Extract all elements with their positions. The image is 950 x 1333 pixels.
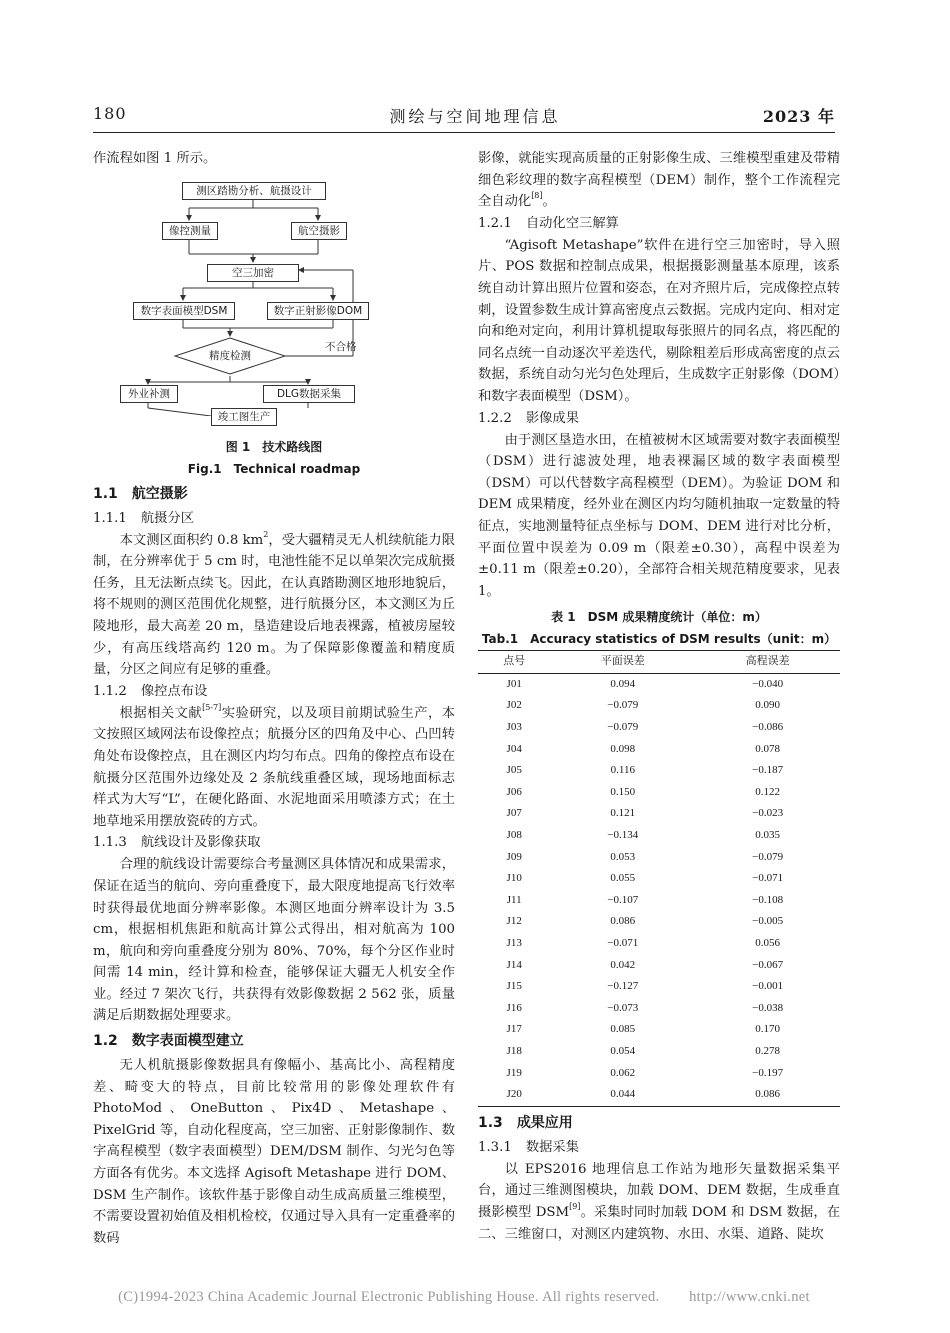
table-row <box>478 695 840 717</box>
table-header-point: 点号 <box>478 651 550 674</box>
figure-caption-cn: 图 1 技术路线图 <box>225 439 323 454</box>
flow-aat-box: 空三加密 <box>207 264 299 282</box>
table-row <box>478 1084 840 1106</box>
table-header-plane-error: 平面误差 <box>550 651 695 674</box>
paragraph-1-1-2: 根据相关文献[5-7]实验研究，以及项目前期试验生产，本文按照区域网法布设像控点；航摄分区的四角及中心、凸凹转角处布设像控点，且在测区内均匀布点。四角的像控点布设在航摄分区范围外边缘处及 2 条航线重叠区域，现场地面标志样式为大写“L”，在硬化路面、水泥地面采用喷漆方式；在土地草地采用摆放瓷砖的方式。 <box>93 702 456 829</box>
table-row <box>478 739 840 761</box>
paragraph-1-2-cont: 影像，就能实现高质量的正射影像生成、三维模型重建及带精细色彩纹理的数字高程模型（DEM）制作，整个工作流程完全自动化[8]。 <box>478 151 840 210</box>
table-cell-height-error: −0.023 <box>752 807 784 820</box>
table-caption-cn: 表 1 DSM 成果精度统计（单位：m） <box>551 610 767 625</box>
table-cell-height-error: 0.078 <box>755 742 780 755</box>
table-cell-point: J02 <box>506 699 522 712</box>
paragraph-1-2-2: 由于测区垦造水田，在植被树木区域需要对数字表面模型（DSM）进行滤波处理，地表裸漏区域的数字表面模型（DSM）可以代替数字高程模型（DEM）。为验证 DOM 和 DEM 成果精度，经外业在测区内均匀随机抽取一定数量的特征点，实地测量特征点坐标与 DOM、DEM 进行对比分析，平面位置中误差为 0.09 m（限差±0.30），高程中误差为±0.11 m（限差±0.20），全部符合相关规范精度要求，见表 1。 <box>478 432 840 599</box>
table-cell-point: J08 <box>506 829 522 842</box>
section-1-1-3-heading: 1.1.3 航线设计及影像获取 <box>93 835 261 851</box>
table-cell-height-error: 0.090 <box>755 699 780 712</box>
section-1-1-1-heading: 1.1.1 航摄分区 <box>93 510 195 526</box>
flow-dom-box: 数字正射影像DOM <box>267 302 369 320</box>
table-cell-point: J01 <box>506 677 522 690</box>
table-cell-point: J19 <box>506 1066 522 1079</box>
table-cell-height-error: −0.108 <box>752 893 784 906</box>
table-row <box>478 760 840 782</box>
paragraph-1-2-1: “Agisoft Metashape”软件在进行空三加密时，导入照片、POS 数据和控制点成果，根据摄影测量基本原理，该系统自动计算出照片位置和姿态，在对齐照片后，完成像控点转刺，设置参数生成计算高密度点云数据。完成内定向、相对定向和绝对定向，利用计算机提取每张照片的同名点，将匹配的同名点统一自动逐次平差迭代，剔除粗差后形成高密度的点云数据，系统自动匀光匀色处理后，生成数字正射影像（DOM）和数字表面模型（DSM）。 <box>478 237 840 404</box>
flow-control-box: 像控测量 <box>162 222 218 240</box>
table-cell-plane-error: −0.107 <box>607 893 639 906</box>
paragraph-1-3-1: 以 EPS2016 地理信息工作站为地形矢量数据采集平台，通过三维测图模块，加载 DOM、DEM 数据，生成垂直摄影模型 DSM[9]。采集时同时加载 DOM 和 DSM 数据，在二、三维窗口，对测区内建筑物、水田、水渠、道路、陡坎 <box>478 1161 840 1242</box>
section-1-1-2-heading: 1.1.2 像控点布设 <box>93 683 208 699</box>
section-1-3-1-heading: 1.3.1 数据采集 <box>478 1139 580 1155</box>
table-cell-point: J18 <box>506 1044 522 1057</box>
table-cell-point: J06 <box>506 785 522 798</box>
table-cell-height-error: 0.056 <box>755 937 780 949</box>
table-row <box>478 717 840 739</box>
table-cell-plane-error: 0.085 <box>610 1023 636 1036</box>
table-row <box>478 998 840 1020</box>
section-1-2-2-heading: 1.2.2 影像成果 <box>478 410 580 426</box>
table-cell-height-error: −0.079 <box>752 850 784 863</box>
flowchart <box>93 178 455 423</box>
table-cell-height-error: 0.278 <box>755 1044 780 1057</box>
table-row <box>478 803 840 825</box>
section-1-1-heading: 1.1 航空摄影 <box>93 485 188 502</box>
table-row <box>478 933 840 955</box>
table-cell-plane-error: −0.127 <box>607 980 639 993</box>
table-caption-en: Tab.1 Accuracy statistics of DSM results（unit：m） <box>481 632 837 647</box>
table-cell-plane-error: 0.053 <box>610 850 636 863</box>
table-cell-height-error: −0.001 <box>752 980 784 993</box>
table-cell-height-error: −0.197 <box>752 1066 784 1079</box>
figure-caption-en: Fig.1 Technical roadmap <box>187 461 361 476</box>
right-column <box>478 148 840 1245</box>
table-header-height-error: 高程误差 <box>695 651 840 674</box>
table-row <box>478 825 840 847</box>
table-cell-plane-error: 0.086 <box>610 915 636 928</box>
table-cell-point: J12 <box>506 915 522 928</box>
table-cell-height-error: −0.040 <box>752 677 784 690</box>
section-1-2-1-heading: 1.2.1 自动化空三解算 <box>478 215 619 231</box>
table-cell-point: J13 <box>506 937 522 949</box>
table-cell-point: J15 <box>506 980 522 993</box>
table-cell-plane-error: 0.055 <box>610 872 636 885</box>
table-cell-plane-error: 0.150 <box>610 785 636 798</box>
table-row <box>478 782 840 804</box>
table-cell-plane-error: 0.116 <box>610 764 635 777</box>
table-cell-height-error: −0.086 <box>752 721 784 734</box>
table-body <box>478 673 840 1106</box>
table-cell-point: J04 <box>506 742 522 755</box>
table-cell-point: J14 <box>506 958 522 971</box>
table-cell-plane-error: −0.134 <box>607 829 639 842</box>
flow-aerial-box: 航空摄影 <box>291 222 347 240</box>
table-header-row <box>478 651 840 674</box>
table-cell-plane-error: 0.094 <box>610 677 636 690</box>
table-row <box>478 890 840 912</box>
table-row <box>478 1041 840 1063</box>
table-cell-height-error: 0.170 <box>755 1023 780 1036</box>
table-row <box>478 847 840 869</box>
table-cell-height-error: 0.035 <box>755 829 780 842</box>
table-cell-plane-error: 0.054 <box>610 1044 636 1057</box>
table-cell-point: J03 <box>506 721 522 734</box>
table-row <box>478 868 840 890</box>
table-cell-height-error: −0.038 <box>752 1001 784 1014</box>
flow-final-box: 竣工图生产 <box>211 408 277 426</box>
table-cell-point: J10 <box>506 872 522 885</box>
paragraph-1-2: 无人机航摄影像数据具有像幅小、基高比小、高程精度差、畸变大的特点，目前比较常用的影像处理软件有 PhotoMod、OneButton、Pix4D、Metashape、PixelGrid 等，自动化程度高，空三加密、正射影像制作、数字高程模型（数字表面模型）DEM/DSM 制作、匀光匀色等方面各有优劣。本文选择 Agisoft Metashape 进行 DOM、DSM 生产制作。该软件基于影像自动生成高质量三维模型，不需要设置初始值及相机检校，仅通过导入具有一定重叠率的数码 <box>93 1058 455 1246</box>
section-1-3-heading: 1.3 成果应用 <box>478 1114 573 1131</box>
table-cell-height-error: 0.086 <box>695 1084 840 1106</box>
table-cell-point: J17 <box>506 1023 522 1036</box>
table-row <box>478 911 840 933</box>
flow-field-box: 外业补测 <box>120 385 178 403</box>
table-row <box>478 673 840 695</box>
table-cell-plane-error: −0.079 <box>607 699 639 712</box>
table-cell-height-error: −0.187 <box>752 764 784 777</box>
table-cell-plane-error: 0.121 <box>610 807 636 820</box>
flow-dlg-box: DLG数据采集 <box>263 385 355 403</box>
flow-dsm-box: 数字表面模型DSM <box>133 302 235 320</box>
table-row <box>478 1019 840 1041</box>
table-cell-height-error: 0.122 <box>755 785 780 798</box>
table-cell-point: J16 <box>506 1001 522 1014</box>
table-cell-plane-error: −0.079 <box>607 721 639 734</box>
flowchart-connectors <box>93 178 455 416</box>
accuracy-table <box>478 650 840 1106</box>
table-cell-height-error: −0.071 <box>752 872 784 885</box>
table-row <box>478 976 840 998</box>
table-cell-point: J05 <box>506 764 522 777</box>
flow-survey-box: 测区踏勘分析、航摄设计 <box>182 182 326 200</box>
table-cell-plane-error: 0.062 <box>610 1066 636 1079</box>
intro-text: 作流程如图 1 所示。 <box>93 151 217 166</box>
year: 2023 年 <box>762 107 835 126</box>
table-cell-point: J11 <box>506 893 522 906</box>
table-cell-plane-error: 0.042 <box>610 958 636 971</box>
table-cell-point: J07 <box>506 807 522 820</box>
paragraph-1-1-1: 本文测区面积约 0.8 $km^2$，受大疆精灵无人机续航能力限制，在分辨率优于 5 cm 时，电池性能不足以单架次完成航摄任务，且无法断点续飞。因此，在认真踏勘测区地形地貌后，将不规则的测区范围优化规整，进行航摄分区，本文测区为丘陵地形，最大高差 20 m，垦造建设后地表裸露，植被房屋较少，有高压线塔高约 120 m。为了保障影像覆盖和精度质量，分区之间应有足够的重叠。 <box>93 529 455 678</box>
section-1-2-heading: 1.2 数字表面模型建立 <box>93 1033 244 1050</box>
flow-fail-label: 不合格 <box>325 340 357 353</box>
table-row <box>478 955 840 977</box>
journal-title: 测绘与空间地理信息 <box>389 107 561 126</box>
table-cell-point: J20 <box>478 1084 550 1106</box>
table-cell-height-error: −0.005 <box>752 915 784 928</box>
table-cell-plane-error: −0.071 <box>607 937 639 949</box>
table-cell-plane-error: 0.098 <box>610 742 636 755</box>
header-rule <box>93 132 835 133</box>
table-cell-plane-error: −0.073 <box>607 1001 639 1014</box>
page-number: 180 <box>93 104 127 123</box>
left-column <box>93 148 455 1249</box>
table-cell-plane-error: 0.044 <box>550 1084 695 1106</box>
table-row <box>478 1063 840 1085</box>
flow-check-label: 精度检测 <box>209 349 251 362</box>
paragraph-1-1-3: 合理的航线设计需要综合考量测区具体情况和成果需求，保证在适当的航向、旁向重叠度下，最大限度地提高飞行效率时获得最优地面分辨率影像。本测区地面分辨率设计为 3.5 cm，根据相机焦距和航高计算公式得出，相对航高为 100 m，航向和旁向重叠度分别为 80%、70%，每个分区作业时间需 14 min，经计算和检查，能够保证大疆无人机安全作业。经过 7 架次飞行，共获得有效影像数据 2 562 张，质量满足后期数据处理要求。 <box>93 857 455 1024</box>
table-cell-height-error: −0.067 <box>752 958 784 971</box>
copyright-footer: (C)1994-2023 China Academic Journal Electronic Publishing House. All rights reserved. http://www.cnki.net <box>118 1289 810 1305</box>
table-cell-point: J09 <box>506 850 522 863</box>
